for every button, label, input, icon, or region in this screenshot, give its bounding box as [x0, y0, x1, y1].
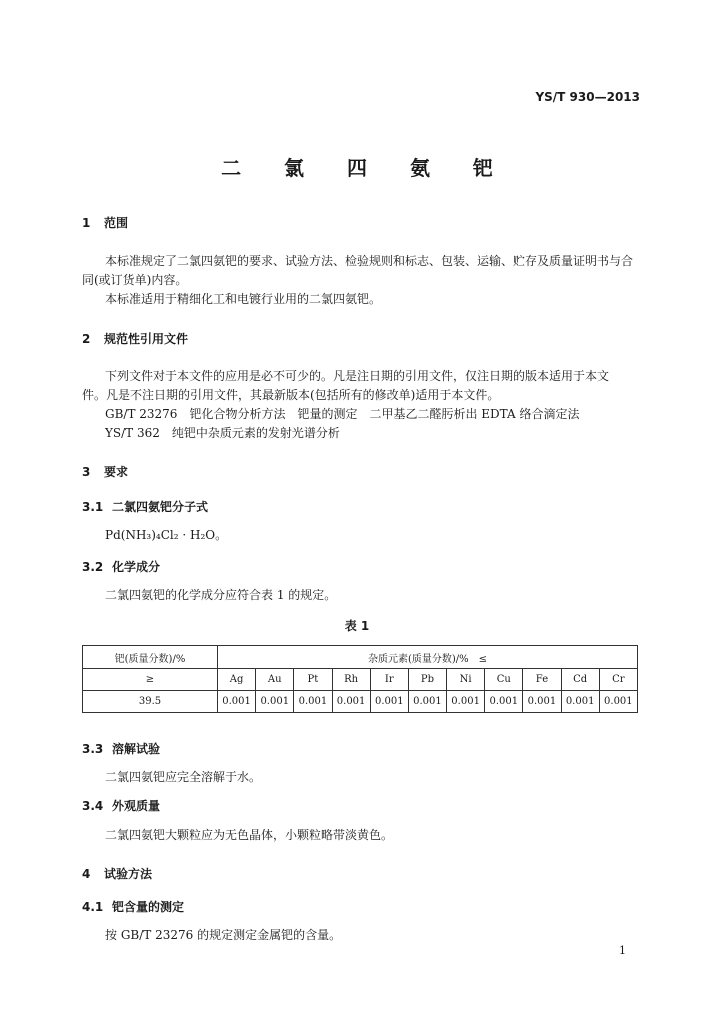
element-cell: Fe: [523, 669, 561, 691]
value-cell: 0.001: [485, 691, 523, 713]
section-number: 3: [82, 465, 91, 479]
section-3-1-heading: [82, 498, 208, 515]
table-element-row: [83, 669, 638, 691]
table-row: [83, 691, 638, 713]
section-3-3-heading: [82, 740, 160, 757]
element-cell: Cd: [561, 669, 599, 691]
table-caption: 表 1: [344, 619, 370, 633]
value-cell: 0.001: [447, 691, 485, 713]
section-number: 3.4: [82, 799, 104, 813]
section-1-paragraph-1a: 本标准规定了二氯四氨钯的要求、试验方法、检验规则和标志、包装、运输、贮存及质量证明书与合: [105, 254, 634, 268]
section-title: 试验方法: [104, 867, 153, 881]
section-3-2-paragraph: 二氯四氨钯的化学成分应符合表 1 的规定。: [105, 588, 337, 602]
element-cell: Cu: [485, 669, 523, 691]
molecular-formula: Pd(NH₃)₄Cl₂ · H₂O。: [105, 528, 228, 542]
page-title: 二 氯 四 氨 钯: [221, 156, 511, 180]
section-3-3-paragraph: 二氯四氨钯应完全溶解于水。: [105, 770, 262, 784]
section-number: 1: [82, 216, 91, 230]
value-cell: 0.001: [408, 691, 446, 713]
section-1-heading: [82, 214, 128, 231]
value-cell: 0.001: [370, 691, 408, 713]
table-header-row: [83, 646, 638, 669]
element-cell: Au: [256, 669, 294, 691]
chemical-composition-table: [82, 645, 638, 713]
section-number: 3.3: [82, 742, 104, 756]
section-number: 3.1: [82, 500, 104, 514]
section-number: 4: [82, 867, 91, 881]
impurity-header-cell: 杂质元素(质量分数)/% ≤: [218, 646, 638, 669]
section-1-paragraph-2: 本标准适用于精细化工和电镀行业用的二氯四氨钯。: [105, 292, 382, 306]
value-cell: 0.001: [256, 691, 294, 713]
page-number: 1: [619, 944, 626, 957]
value-cell: 0.001: [294, 691, 332, 713]
section-title: 溶解试验: [112, 742, 161, 756]
section-title: 钯含量的测定: [112, 900, 185, 914]
section-title: 二氯四氨钯分子式: [112, 500, 209, 514]
section-3-2-heading: [82, 558, 160, 575]
element-cell: Ir: [370, 669, 408, 691]
element-cell: Ag: [218, 669, 256, 691]
section-number: 2: [82, 332, 91, 346]
section-2-heading: [82, 330, 188, 347]
section-1-paragraph-1b: 同(或订货单)内容。: [82, 273, 188, 287]
value-cell: 0.001: [523, 691, 561, 713]
reference-gbt23276: GB/T 23276 钯化合物分析方法 钯量的测定 二甲基乙二醛肟析出 EDTA 络合滴定法: [105, 407, 580, 421]
element-cell: Pb: [408, 669, 446, 691]
element-cell: Ni: [447, 669, 485, 691]
section-number: 3.2: [82, 560, 104, 574]
section-title: 规范性引用文件: [104, 332, 189, 346]
section-4-1-paragraph: 按 GB/T 23276 的规定测定金属钯的含量。: [105, 928, 342, 942]
value-cell: 0.001: [561, 691, 599, 713]
section-3-4-heading: [82, 797, 160, 814]
section-title: 外观质量: [112, 799, 161, 813]
section-title: 化学成分: [112, 560, 161, 574]
section-2-paragraph-1b: 件。凡是不注日期的引用文件，其最新版本(包括所有的修改单)适用于本文件。: [82, 388, 500, 402]
element-cell: Rh: [332, 669, 370, 691]
pd-sub-header-cell: ≥: [83, 669, 218, 691]
section-2-paragraph-1a: 下列文件对于本文件的应用是必不可少的。凡是注日期的引用文件，仅注日期的版本适用于本文: [105, 369, 610, 383]
element-cell: Cr: [599, 669, 637, 691]
section-title: 范围: [104, 216, 129, 230]
section-title: 要求: [104, 465, 129, 479]
value-cell: 0.001: [599, 691, 637, 713]
section-3-heading: [82, 463, 128, 480]
element-cell: Pt: [294, 669, 332, 691]
value-cell: 0.001: [218, 691, 256, 713]
section-3-4-paragraph: 二氯四氨钯大颗粒应为无色晶体，小颗粒略带淡黄色。: [105, 828, 394, 842]
value-cell: 0.001: [332, 691, 370, 713]
pd-header-cell: 钯(质量分数)/%: [83, 646, 218, 669]
document-number: YS/T 930—2013: [535, 90, 640, 104]
reference-yst362: YS/T 362 纯钯中杂质元素的发射光谱分析: [105, 426, 340, 440]
section-4-1-heading: [82, 898, 184, 915]
pd-value-cell: 39.5: [83, 691, 218, 713]
section-number: 4.1: [82, 900, 104, 914]
section-4-heading: [82, 865, 152, 882]
